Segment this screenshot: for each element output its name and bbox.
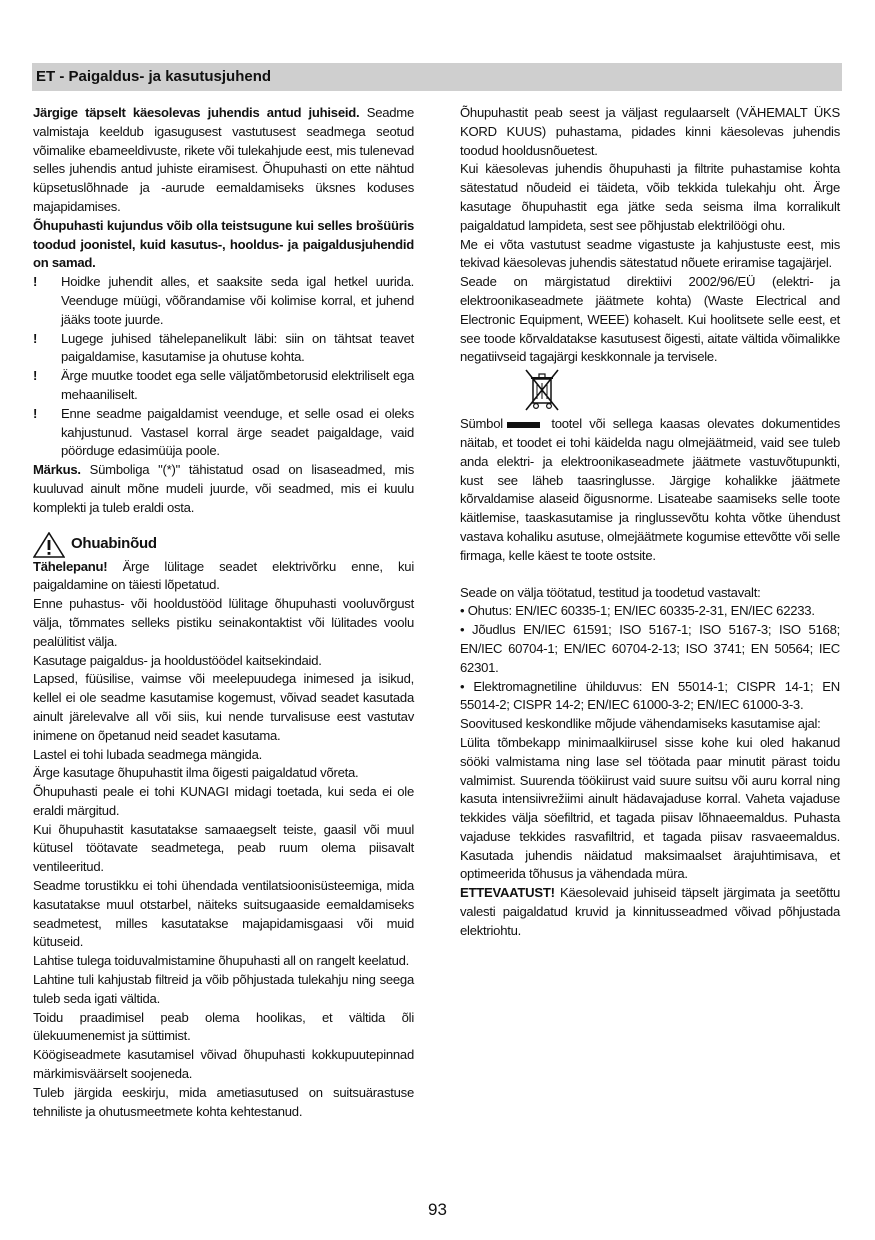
- symbol-text: tootel või sellega kaasas olevates dokumentides näitab, et toodet ei tohi käidelda nagu olmejäätmeid, vaid see tuleb anda elektri- ja elektroonikaseadmete jäätmete vastuvõtupunkti, kust see läheb taasringlusse. Järgige kohalikke jäätmete kõrvaldamise alaseid õigusnorme. Lisateabe saamiseks selle toote käitlemise, taaskasutamise ja ringlussevõtu kohta võtke ühendust vastava kohaliku asutuse, olmejäätmete kogumise ettevõtte või selle firmaga, kelle käest te toote ostsite.: [460, 416, 840, 563]
- intro-bold: Järgige täpselt käesolevas juhendis antud juhiseid.: [33, 105, 360, 120]
- left-column: [33, 104, 414, 1121]
- safety-paragraph: Lapsed, füüsilise, vaimse või meelepuudega inimesed ja isikud, kellel ei ole seadme kasutamise kogemust, võivad seadet kasutada ainult järelevalve all või siis, kui nende turvalisuse eest vastutav inimene on õpetanud neid seadet kasutama.: [33, 671, 414, 743]
- safety-paragraph: Seadme torustikku ei tohi ühendada ventilatsioonisüsteemiga, mida kasutatakse muul otstarbel, näiteks suitsugaaside eemaldamiseks seadmetest, milles kasutatakse majapidamisgaasi või muid kütuseid.: [33, 878, 414, 950]
- safety-heading: [33, 532, 414, 558]
- bullet-item: [33, 405, 414, 461]
- recommend-title: Soovitused keskondlike mõjude vähendamiseks kasutamise ajal:: [460, 716, 821, 732]
- maintenance-paragraph: Kui käesolevas juhendis õhupuhasti ja filtrite puhastamise kohta sätestatud nõudeid ei täideta, võib tekkida tulekahju oht. Ärge kasutage õhupuhastit ega jätke seda seisma ilma korralikult paigaldatud lampideta, sest see põhjustab elektrilöögi ohu.: [460, 161, 840, 233]
- bullet-item: [33, 367, 414, 405]
- standards-intro: Seade on välja töötatud, testitud ja toodetud vastavalt:: [460, 584, 761, 600]
- crossed-bin-icon: [522, 367, 562, 413]
- bar-symbol-icon: [507, 422, 540, 428]
- design-note: Õhupuhasti kujundus võib olla teistsugune kui selles brošüüris toodud joonistel, kuid kasutus-, hooldus- ja paigaldusjuhendid on samad.: [33, 217, 414, 271]
- standard-item: • Ohutus: EN/IEC 60335-1; EN/IEC 60335-2-31, EN/IEC 62233.: [460, 603, 815, 619]
- attention-text: Ärge lülitage seadet elektrivõrku enne, kui paigaldamine on täiesti lõpetatud.: [33, 558, 414, 593]
- safety-paragraph: Köögiseadmete kasutamisel võivad õhupuhasti kokkupuutepinnad märkimisväärselt soojeneda.: [33, 1047, 414, 1082]
- bullet-text: Lugege juhised tähelepanelikult läbi: siin on tähtsat teavet paigaldamise, kasutamise ja ohutuse kohta.: [61, 330, 414, 365]
- bullet-item: [33, 273, 414, 329]
- maintenance-paragraph: Õhupuhastit peab seest ja väljast regulaarselt (VÄHEMALT ÜKS KORD KUUS) puhastama, pidades kinni käesolevas juhendis toodud hooldusnõuetest.: [460, 105, 840, 158]
- safety-paragraph: Tuleb järgida eeskirju, mida ametiasutused on suitsuärastuse tehniliste ja ohutusmeetmete kohta kehtestanud.: [33, 1084, 414, 1119]
- bullet-text: Enne seadme paigaldamist veenduge, et selle osad ei oleks kahjustunud. Vastasel korral ärge seadet paigaldage, vaid pöörduge edasimüüja poole.: [61, 405, 414, 459]
- section-header: [32, 63, 842, 91]
- safety-paragraph: Enne puhastus- või hooldustööd lülitage õhupuhasti vooluvõrgust välja, tõmmates selleks pistiku seinakontaktist või lülitades voolu pealülitist välja.: [33, 596, 414, 649]
- safety-title: Ohuabinõud: [71, 535, 157, 553]
- page-number: 93: [428, 1200, 447, 1219]
- safety-paragraph: Kasutage paigaldus- ja hooldustöödel kaitsekindaid.: [33, 652, 322, 668]
- safety-paragraph: Õhupuhasti peale ei tohi KUNAGI midagi toetada, kui seda ei ole eraldi märgitud.: [33, 784, 414, 818]
- standard-item: • Elektromagnetiline ühilduvus: EN 55014-1; CISPR 14-1; EN 55014-2; CISPR 14-2; EN/IEC 61000-3-2; EN/IEC 61000-3-3.: [460, 678, 840, 713]
- right-column: [460, 104, 840, 941]
- attention-label: Tähelepanu!: [33, 558, 108, 574]
- recommend-text: Lülita tõmbekapp minimaalkiirusel sisse kohe kui oled hakanud sööki valmistama ning lase sel töötada paar minutit pärast toidu valmimist. Suurenda töökiirust vaid suure suitsu või auru korral ning kasuta intensiivrežiimi ainult hädavajaduse korral. Vaheta vajaduse tekkides välja söefiltrid, et tagada piisav lõhnaeemaldus. Puhasta vajaduse tekkides rasvafiltrid, et tagada piisav rasvaeemaldus. Kasutada juhendis näidatud maksimaalset ärajuhtimisava, et optimeerida tõhusus ja vähendada müra.: [460, 734, 840, 882]
- caution-text: Käesolevaid juhiseid täpselt järgimata ja seetõttu valesti paigaldatud kruvid ja kinnitusseadmed võivad põhjustada elektriohtu.: [460, 885, 840, 938]
- attention-paragraph: [33, 558, 414, 596]
- liability-paragraph: Me ei võta vastutust seadme vigastuste ja kahjustuste eest, mis tekivad käesolevas juhendis sätestatud nõuete eriramise tagajärjel.: [460, 236, 840, 271]
- note-paragraph: [33, 461, 414, 517]
- symbol-word: Sümbol: [460, 416, 503, 432]
- safety-paragraph: Lastel ei tohi lubada seadmega mängida.: [33, 746, 263, 762]
- symbol-paragraph: [460, 415, 840, 565]
- caution-paragraph: [460, 884, 840, 940]
- safety-paragraph: Lahtise tulega toiduvalmistamine õhupuhasti all on rangelt keelatud.: [33, 953, 410, 969]
- safety-paragraph: Lahtine tuli kahjustab filtreid ja võib põhjustada tulekahju ning seega tuleb seda igati vältida.: [33, 972, 414, 1006]
- note-label: Märkus.: [33, 462, 81, 478]
- intro-paragraph: [33, 104, 414, 217]
- bullet-text: Hoidke juhendit alles, et saaksite seda igal hetkel uurida. Veenduge müügi, võõrandamise või kolimise korral, et juhend jääks toote juurde.: [61, 274, 414, 327]
- exclamation-icon: !: [33, 330, 38, 346]
- safety-paragraph: Toidu praadimisel peab olema hoolikas, et vältida õli ülekuumenemist ja süttimist.: [33, 1009, 414, 1044]
- standard-item: • Jõudlus EN/IEC 61591; ISO 5167-1; ISO 5167-3; ISO 5168; EN/IEC 60704-1; EN/IEC 60704-2-13; ISO 3741; EN 50564; IEC 62301.: [460, 622, 840, 675]
- section-title: ET - Paigaldus- ja kasutusjuhend: [36, 68, 272, 85]
- exclamation-icon: !: [33, 405, 38, 421]
- note-text: Sümboliga "(*)" tähistatud osad on lisaseadmed, mis kuuluvad ainult mõne mudeli juurde, või seadmed, mis ei kuulu komplekti ja tuleb eraldi osta.: [33, 462, 414, 515]
- warning-triangle-icon: [33, 532, 65, 558]
- bullet-item: [33, 330, 414, 368]
- safety-paragraph: Kui õhupuhastit kasutatakse samaaegselt teiste, gaasil või muul kütusel töötavate seadmetega, peab ruum olema piisavalt ventileeritud.: [33, 821, 414, 875]
- caution-label: ETTEVAATUST!: [460, 885, 555, 901]
- weee-symbol: [460, 367, 840, 415]
- exclamation-icon: !: [33, 368, 38, 384]
- exclamation-icon: !: [33, 274, 38, 290]
- safety-paragraph: Ärge kasutage õhupuhastit ilma õigesti paigaldatud võreta.: [33, 765, 359, 781]
- intro-text: Seadme valmistaja keeldub igasugusest vastutusest seadmega seotud võimalike ebameeldivuste, rikete või tulekahjude eest, mis tulenevad selles juhendis antud juhiste eiramisest. Õhupuhasti on ette nähtud küpsetuslõhnade ja -aurude eemaldamiseks üksnes koduses majapidamises.: [33, 105, 414, 214]
- bullet-text: Ärge muutke toodet ega selle väljatõmbetorusid elektriliselt ega mehaaniliselt.: [61, 368, 414, 402]
- weee-paragraph: Seade on märgistatud direktiivi 2002/96/EÜ (elektri- ja elektroonikaseadmete jäätmete kohta) (Waste Electrical and Electronic Equipment, WEEE) kohaselt. Kui hoolitsete selle eest, et see toode kõrvaldatakse kasutusest õigesti, aitate vältida võimalikke negatiivseid tagajärgi keskkonnale ja tervisele.: [460, 274, 840, 365]
